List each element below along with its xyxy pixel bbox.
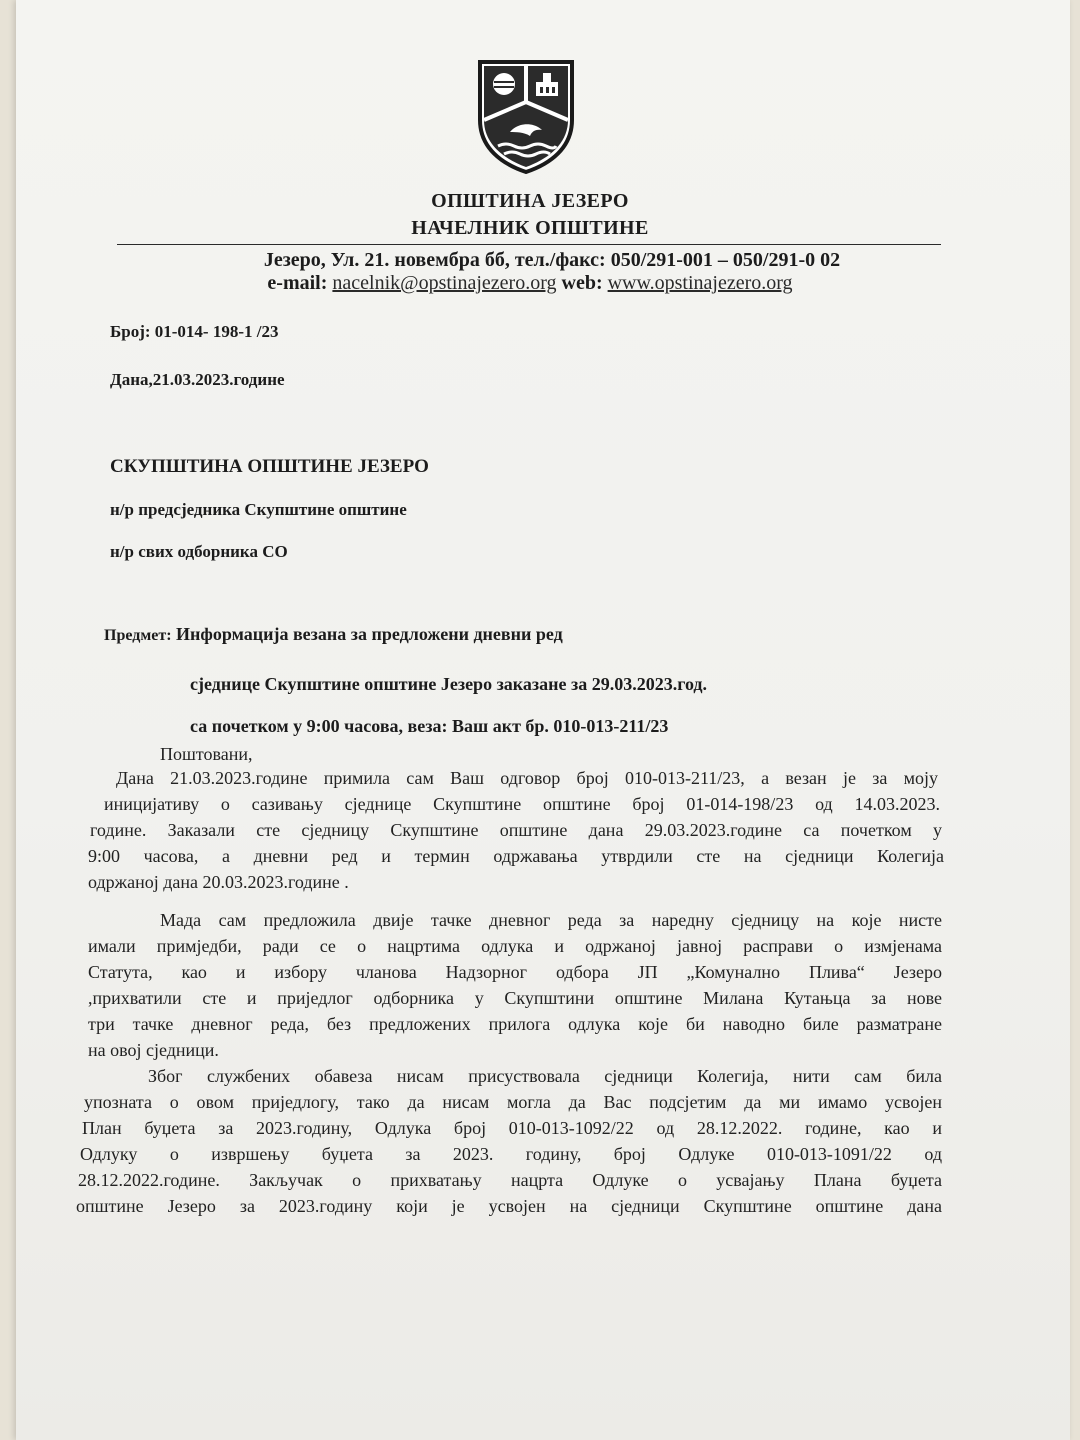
body-line: Статута, као и избору чланова Надзорног одбора ЈП „Комунално Плива“ Језеро <box>88 962 942 982</box>
email-link[interactable]: nacelnik@opstinajezero.org <box>332 272 557 294</box>
body-line: упозната о овом приједлогу, тако да нисам могла да Вас подсјетим да ми имамо усвојен <box>84 1092 942 1112</box>
subject-line-1 <box>104 624 563 645</box>
document-number: Број: 01-014- 198-1 /23 <box>110 322 279 341</box>
body-line: одржаној дана 20.03.2023.године . <box>88 872 349 892</box>
body-line: Одлуку о извршењу буџета за 2023. годину, број Одлуке 010-013-1091/22 од <box>80 1144 942 1164</box>
header-address: Језеро, Ул. 21. новембра бб, тел./факс: 050/291-001 – 050/291-0 02 <box>263 249 841 271</box>
recipient-councillors: н/р свих одборника СО <box>110 542 288 561</box>
body-line: општине Језеро за 2023.годину који је усвојен на сједници Скупштине општине дана <box>76 1196 942 1216</box>
body-line: 28.12.2022.године. Закључак о прихватању нацрта Одлуке о усвајању Плана буџета <box>78 1170 942 1190</box>
body-line: План буџета за 2023.годину, Одлука број 010-013-1092/22 од 28.12.2022. године, као и <box>82 1118 942 1138</box>
subject-line-3: са почетком у 9:00 часова, веза: Ваш акт бр. 010-013-211/23 <box>190 716 669 736</box>
subject-label: Предмет: <box>104 627 172 644</box>
body-line: 9:00 часова, а дневни ред и термин одржавања утврдили сте на сједници Колегија <box>88 846 944 866</box>
header-divider <box>117 244 941 245</box>
body-line: ,прихватили сте и приједлог одборника у Скупштини општине Милана Кутањца за нове <box>88 988 942 1008</box>
subject-line-2: сједнице Скупштине општине Језеро заказане за 29.03.2023.год. <box>190 674 708 694</box>
body-line: на овој сједници. <box>88 1040 219 1060</box>
recipient-assembly: СКУПШТИНА ОПШТИНЕ ЈЕЗЕРО <box>110 456 429 477</box>
body-line: Дана 21.03.2023.године примила сам Ваш одговор број 010-013-211/23, а везан је за моју <box>116 768 938 788</box>
body-line: године. Заказали сте сједницу Скупштине општине дана 29.03.2023.године са почетком у <box>90 820 942 840</box>
body-line: имали примједби, ради се о нацртима одлука и одржаној јавној расправи о измјенама <box>88 936 942 956</box>
organization-name: ОПШТИНА ЈЕЗЕРО <box>431 190 629 212</box>
email-label: e-mail: <box>267 272 328 294</box>
web-label: web: <box>561 272 603 294</box>
subject-text-1: Информација везана за предложени дневни ред <box>176 624 563 644</box>
header-contact <box>10 272 1050 295</box>
office-name: НАЧЕЛНИК ОПШТИНЕ <box>411 217 649 239</box>
greeting: Поштовани, <box>160 744 253 764</box>
web-link[interactable]: www.opstinajezero.org <box>607 272 793 294</box>
recipient-president: н/р предсједника Скупштине општине <box>110 500 407 519</box>
body-line: Због службених обавеза нисам присуствовала сједници Колегија, нити сам била <box>148 1066 942 1086</box>
body-line: Мада сам предложила двије тачке дневног реда за наредну сједницу на које нисте <box>160 910 942 930</box>
body-line: три тачке дневног реда, без предложених прилога одлука које би наводно биле разматране <box>88 1014 942 1034</box>
body-line: иницијативу о сазивању сједнице Скупштине општине број 01-014-198/23 од 14.03.2023. <box>104 794 940 814</box>
document-date: Дана,21.03.2023.године <box>110 370 285 389</box>
municipal-coat-of-arms <box>476 58 576 174</box>
